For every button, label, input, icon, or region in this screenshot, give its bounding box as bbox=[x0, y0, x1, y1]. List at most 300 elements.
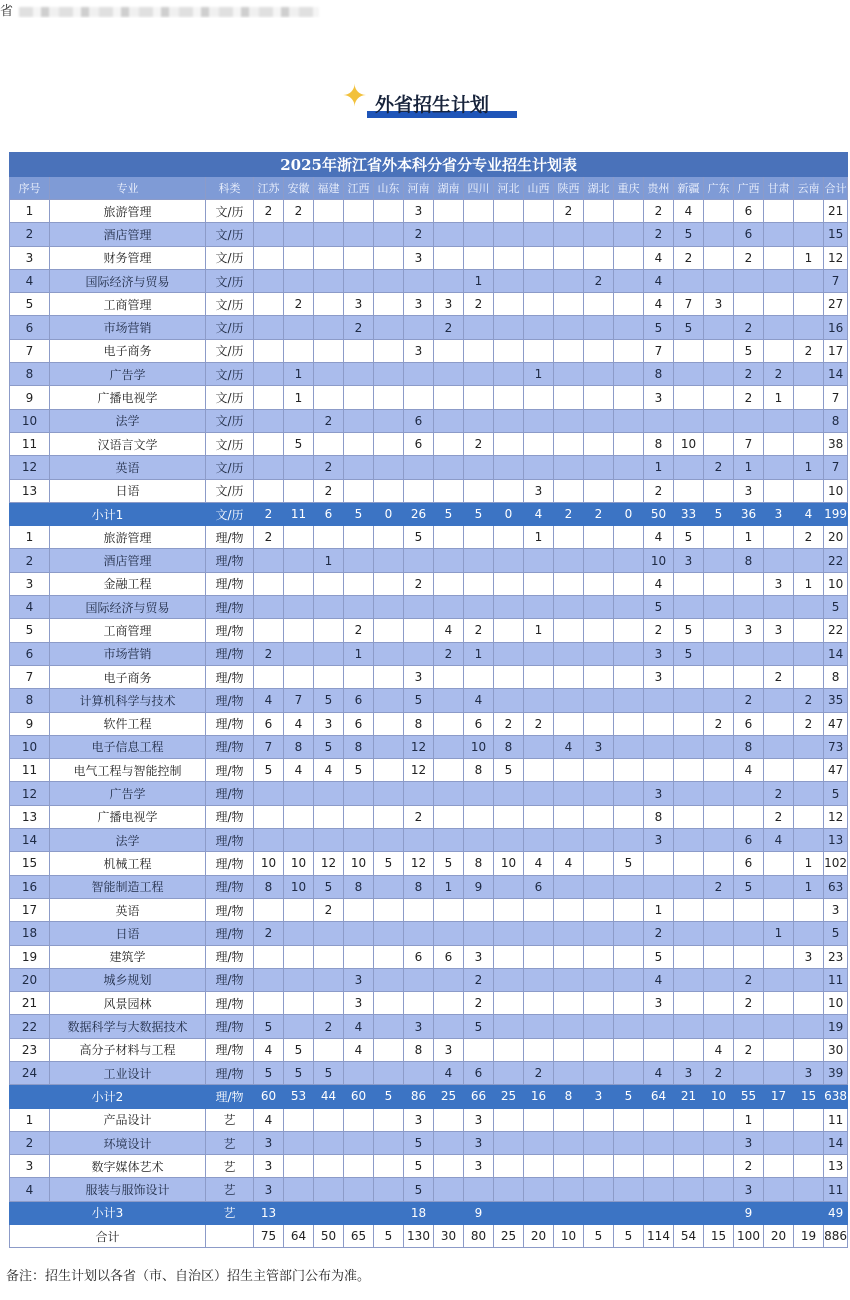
table-row bbox=[10, 456, 848, 479]
table-cell bbox=[404, 596, 434, 619]
table-cell: 3 bbox=[734, 1131, 764, 1154]
table-cell bbox=[464, 805, 494, 828]
table-cell: 49 bbox=[824, 1201, 848, 1224]
table-row bbox=[10, 829, 848, 852]
table-cell bbox=[644, 1015, 674, 1038]
table-cell: 63 bbox=[824, 875, 848, 898]
table-cell: 2 bbox=[794, 689, 824, 712]
table-cell bbox=[254, 339, 284, 362]
table-cell bbox=[284, 339, 314, 362]
table-cell bbox=[584, 456, 614, 479]
table-cell bbox=[554, 432, 584, 455]
table-cell bbox=[674, 875, 704, 898]
subtotal-row bbox=[10, 1085, 848, 1108]
table-cell bbox=[644, 1108, 674, 1131]
table-cell: 4 bbox=[344, 1038, 374, 1061]
table-cell bbox=[644, 1155, 674, 1178]
table-cell: 10 bbox=[464, 735, 494, 758]
table-cell: 5 bbox=[734, 339, 764, 362]
table-cell bbox=[704, 689, 734, 712]
table-cell bbox=[344, 1061, 374, 1084]
table-cell: 3 bbox=[764, 572, 794, 595]
table-cell bbox=[374, 619, 404, 642]
table-cell bbox=[374, 549, 404, 572]
table-cell: 5 bbox=[434, 852, 464, 875]
table-cell: 21 bbox=[824, 200, 848, 223]
table-cell bbox=[704, 898, 734, 921]
table-cell bbox=[374, 479, 404, 502]
table-cell: 理/物 bbox=[206, 1061, 254, 1084]
table-cell: 5 bbox=[254, 1061, 284, 1084]
table-cell bbox=[524, 432, 554, 455]
table-cell bbox=[584, 1108, 614, 1131]
table-cell bbox=[584, 1131, 614, 1154]
table-row bbox=[10, 386, 848, 409]
table-cell: 0 bbox=[374, 502, 404, 525]
table-cell: 日语 bbox=[50, 479, 206, 502]
table-cell: 4 bbox=[314, 759, 344, 782]
table-cell bbox=[734, 945, 764, 968]
table-cell: 2 bbox=[10, 549, 50, 572]
table-cell bbox=[374, 316, 404, 339]
table-cell: 0 bbox=[614, 502, 644, 525]
table-cell bbox=[494, 829, 524, 852]
table-cell bbox=[614, 1108, 644, 1131]
table-cell bbox=[494, 526, 524, 549]
table-cell: 文/历 bbox=[206, 246, 254, 269]
table-cell: 4 bbox=[644, 246, 674, 269]
table-cell bbox=[794, 200, 824, 223]
table-cell bbox=[584, 689, 614, 712]
table-cell bbox=[704, 992, 734, 1015]
column-header: 福建 bbox=[314, 177, 344, 200]
table-cell bbox=[344, 805, 374, 828]
table-cell: 2 bbox=[764, 363, 794, 386]
table-cell bbox=[614, 735, 644, 758]
table-cell bbox=[494, 875, 524, 898]
table-cell bbox=[434, 223, 464, 246]
table-cell: 金融工程 bbox=[50, 572, 206, 595]
table-cell: 4 bbox=[644, 293, 674, 316]
table-cell bbox=[704, 782, 734, 805]
table-cell bbox=[764, 246, 794, 269]
table-row bbox=[10, 945, 848, 968]
table-cell bbox=[284, 316, 314, 339]
table-cell bbox=[434, 1131, 464, 1154]
table-cell: 20 bbox=[524, 1225, 554, 1248]
table-cell: 6 bbox=[464, 712, 494, 735]
table-cell: 1 bbox=[644, 456, 674, 479]
table-cell: 电气工程与智能控制 bbox=[50, 759, 206, 782]
table-cell: 11 bbox=[824, 1178, 848, 1201]
table-cell bbox=[284, 945, 314, 968]
table-cell bbox=[494, 1108, 524, 1131]
table-cell: 2 bbox=[254, 922, 284, 945]
table-cell bbox=[494, 432, 524, 455]
table-cell bbox=[554, 269, 584, 292]
table-cell: 酒店管理 bbox=[50, 223, 206, 246]
table-cell: 高分子材料与工程 bbox=[50, 1038, 206, 1061]
table-row bbox=[10, 1131, 848, 1154]
table-cell bbox=[794, 922, 824, 945]
table-cell: 数据科学与大数据技术 bbox=[50, 1015, 206, 1038]
table-cell bbox=[734, 1015, 764, 1038]
table-cell bbox=[524, 735, 554, 758]
table-cell bbox=[764, 526, 794, 549]
table-cell bbox=[524, 1178, 554, 1201]
table-cell: 5 bbox=[674, 642, 704, 665]
table-cell bbox=[464, 829, 494, 852]
table-cell: 文/历 bbox=[206, 269, 254, 292]
table-cell: 13 bbox=[824, 829, 848, 852]
table-cell bbox=[674, 1015, 704, 1038]
table-cell: 3 bbox=[674, 1061, 704, 1084]
table-cell bbox=[374, 689, 404, 712]
table-cell bbox=[314, 363, 344, 386]
table-cell bbox=[614, 386, 644, 409]
table-cell bbox=[764, 852, 794, 875]
table-cell: 2 bbox=[734, 1038, 764, 1061]
table-cell: 8 bbox=[734, 549, 764, 572]
table-cell bbox=[614, 898, 644, 921]
table-cell: 理/物 bbox=[206, 805, 254, 828]
table-cell bbox=[554, 479, 584, 502]
table-cell bbox=[374, 596, 404, 619]
table-cell: 1 bbox=[794, 572, 824, 595]
table-cell bbox=[554, 409, 584, 432]
table-cell bbox=[524, 386, 554, 409]
table-cell bbox=[494, 269, 524, 292]
table-cell bbox=[344, 479, 374, 502]
table-cell: 5 bbox=[10, 619, 50, 642]
table-caption-row bbox=[10, 153, 848, 177]
table-cell: 文/历 bbox=[206, 479, 254, 502]
table-cell: 80 bbox=[464, 1225, 494, 1248]
table-cell bbox=[674, 945, 704, 968]
table-cell bbox=[494, 1178, 524, 1201]
table-cell: 638 bbox=[824, 1085, 848, 1108]
table-cell: 2 bbox=[734, 1155, 764, 1178]
table-cell: 电子商务 bbox=[50, 339, 206, 362]
table-cell: 3 bbox=[404, 665, 434, 688]
table-cell: 47 bbox=[824, 712, 848, 735]
table-cell bbox=[584, 549, 614, 572]
column-header: 河北 bbox=[494, 177, 524, 200]
table-cell: 8 bbox=[494, 735, 524, 758]
table-row bbox=[10, 922, 848, 945]
table-cell bbox=[524, 1155, 554, 1178]
table-cell: 75 bbox=[254, 1225, 284, 1248]
table-cell bbox=[704, 386, 734, 409]
table-cell bbox=[374, 223, 404, 246]
table-cell: 城乡规划 bbox=[50, 968, 206, 991]
table-cell bbox=[434, 572, 464, 595]
table-cell bbox=[344, 829, 374, 852]
table-cell: 5 bbox=[314, 689, 344, 712]
table-row bbox=[10, 642, 848, 665]
table-cell: 11 bbox=[10, 432, 50, 455]
table-cell bbox=[794, 898, 824, 921]
table-cell bbox=[554, 829, 584, 852]
table-cell bbox=[464, 1038, 494, 1061]
table-cell bbox=[524, 316, 554, 339]
table-cell: 3 bbox=[314, 712, 344, 735]
table-cell bbox=[584, 363, 614, 386]
table-cell bbox=[524, 572, 554, 595]
table-cell bbox=[614, 945, 644, 968]
table-cell: 环境设计 bbox=[50, 1131, 206, 1154]
table-cell: 5 bbox=[374, 852, 404, 875]
table-cell: 2 bbox=[734, 992, 764, 1015]
table-cell bbox=[314, 223, 344, 246]
table-cell bbox=[374, 526, 404, 549]
table-cell: 2 bbox=[764, 665, 794, 688]
table-cell: 6 bbox=[734, 712, 764, 735]
table-cell: 130 bbox=[404, 1225, 434, 1248]
table-cell bbox=[524, 898, 554, 921]
table-cell bbox=[704, 642, 734, 665]
table-cell: 理/物 bbox=[206, 572, 254, 595]
table-cell: 9 bbox=[734, 1201, 764, 1224]
table-cell bbox=[254, 805, 284, 828]
table-cell bbox=[434, 1178, 464, 1201]
table-cell: 13 bbox=[824, 1155, 848, 1178]
table-row bbox=[10, 526, 848, 549]
table-cell: 3 bbox=[644, 665, 674, 688]
table-cell bbox=[284, 619, 314, 642]
table-cell: 软件工程 bbox=[50, 712, 206, 735]
table-cell bbox=[614, 759, 644, 782]
table-cell bbox=[284, 642, 314, 665]
table-cell: 2 bbox=[314, 1015, 344, 1038]
table-row bbox=[10, 1061, 848, 1084]
table-cell bbox=[434, 829, 464, 852]
table-cell: 4 bbox=[704, 1038, 734, 1061]
table-cell bbox=[374, 339, 404, 362]
table-cell: 5 bbox=[464, 1015, 494, 1038]
table-cell: 22 bbox=[10, 1015, 50, 1038]
table-row bbox=[10, 619, 848, 642]
table-cell bbox=[764, 1201, 794, 1224]
table-cell: 2 bbox=[494, 712, 524, 735]
table-cell bbox=[764, 875, 794, 898]
table-cell: 4 bbox=[10, 269, 50, 292]
table-cell bbox=[614, 1178, 644, 1201]
table-cell: 199 bbox=[824, 502, 848, 525]
table-cell: 6 bbox=[734, 829, 764, 852]
table-cell bbox=[584, 1155, 614, 1178]
table-cell bbox=[284, 409, 314, 432]
table-cell bbox=[284, 246, 314, 269]
table-cell bbox=[524, 689, 554, 712]
table-cell: 12 bbox=[824, 246, 848, 269]
table-cell: 4 bbox=[644, 968, 674, 991]
table-cell: 数字媒体艺术 bbox=[50, 1155, 206, 1178]
table-cell: 3 bbox=[734, 619, 764, 642]
table-cell bbox=[314, 945, 344, 968]
table-cell bbox=[314, 619, 344, 642]
table-cell bbox=[374, 759, 404, 782]
section-heading bbox=[0, 79, 850, 122]
table-cell bbox=[794, 293, 824, 316]
table-cell bbox=[614, 409, 644, 432]
table-cell bbox=[734, 898, 764, 921]
table-cell bbox=[314, 526, 344, 549]
table-cell: 2 bbox=[10, 1131, 50, 1154]
table-cell: 5 bbox=[284, 432, 314, 455]
column-header: 河南 bbox=[404, 177, 434, 200]
table-cell bbox=[374, 200, 404, 223]
table-cell bbox=[494, 1038, 524, 1061]
table-cell bbox=[614, 572, 644, 595]
table-cell bbox=[524, 456, 554, 479]
table-cell: 26 bbox=[404, 502, 434, 525]
table-cell bbox=[404, 922, 434, 945]
table-cell bbox=[554, 1131, 584, 1154]
table-cell bbox=[704, 759, 734, 782]
table-row bbox=[10, 1155, 848, 1178]
subtotal-label: 小计1 bbox=[10, 502, 206, 525]
table-cell bbox=[704, 432, 734, 455]
table-cell bbox=[674, 665, 704, 688]
table-cell: 5 bbox=[674, 619, 704, 642]
table-cell bbox=[404, 549, 434, 572]
table-cell bbox=[284, 898, 314, 921]
table-cell: 2 bbox=[644, 619, 674, 642]
table-cell: 8 bbox=[644, 805, 674, 828]
table-cell bbox=[464, 386, 494, 409]
table-cell: 文/历 bbox=[206, 502, 254, 525]
table-cell bbox=[344, 549, 374, 572]
table-cell: 3 bbox=[734, 479, 764, 502]
table-cell bbox=[644, 689, 674, 712]
table-cell bbox=[284, 782, 314, 805]
table-cell bbox=[314, 782, 344, 805]
table-cell: 国际经济与贸易 bbox=[50, 596, 206, 619]
table-cell bbox=[584, 246, 614, 269]
table-cell bbox=[314, 339, 344, 362]
table-cell: 16 bbox=[824, 316, 848, 339]
table-cell bbox=[344, 200, 374, 223]
table-cell bbox=[254, 409, 284, 432]
table-cell: 1 bbox=[284, 386, 314, 409]
table-cell: 8 bbox=[734, 735, 764, 758]
table-cell: 8 bbox=[824, 409, 848, 432]
table-cell: 理/物 bbox=[206, 968, 254, 991]
table-cell bbox=[206, 1225, 254, 1248]
table-cell bbox=[554, 1178, 584, 1201]
table-cell bbox=[524, 246, 554, 269]
table-cell bbox=[494, 619, 524, 642]
table-cell bbox=[584, 386, 614, 409]
table-cell: 3 bbox=[794, 1061, 824, 1084]
table-cell: 19 bbox=[794, 1225, 824, 1248]
table-cell: 英语 bbox=[50, 898, 206, 921]
table-cell: 47 bbox=[824, 759, 848, 782]
table-cell bbox=[554, 596, 584, 619]
table-cell bbox=[554, 339, 584, 362]
table-cell bbox=[464, 665, 494, 688]
table-cell: 理/物 bbox=[206, 1038, 254, 1061]
table-cell bbox=[524, 1131, 554, 1154]
table-cell: 10 bbox=[644, 549, 674, 572]
table-cell: 2 bbox=[254, 642, 284, 665]
table-row bbox=[10, 968, 848, 991]
table-cell bbox=[674, 409, 704, 432]
table-cell: 3 bbox=[644, 642, 674, 665]
table-row bbox=[10, 409, 848, 432]
table-cell: 6 bbox=[314, 502, 344, 525]
table-cell: 30 bbox=[434, 1225, 464, 1248]
table-cell bbox=[404, 829, 434, 852]
table-cell bbox=[614, 829, 644, 852]
table-cell bbox=[524, 642, 554, 665]
table-cell bbox=[794, 1108, 824, 1131]
table-cell bbox=[674, 759, 704, 782]
table-cell bbox=[614, 642, 644, 665]
table-cell: 17 bbox=[764, 1085, 794, 1108]
table-cell bbox=[704, 968, 734, 991]
table-cell bbox=[434, 1155, 464, 1178]
table-cell: 2 bbox=[674, 246, 704, 269]
table-cell bbox=[704, 852, 734, 875]
table-cell bbox=[644, 1038, 674, 1061]
table-row bbox=[10, 712, 848, 735]
table-cell: 艺 bbox=[206, 1178, 254, 1201]
table-cell bbox=[614, 619, 644, 642]
table-cell bbox=[764, 735, 794, 758]
table-cell bbox=[794, 829, 824, 852]
table-cell bbox=[314, 316, 344, 339]
table-cell: 2 bbox=[734, 386, 764, 409]
table-cell: 3 bbox=[644, 386, 674, 409]
table-cell bbox=[794, 992, 824, 1015]
table-cell: 8 bbox=[344, 735, 374, 758]
table-cell bbox=[494, 1131, 524, 1154]
table-cell: 2 bbox=[404, 572, 434, 595]
table-cell bbox=[794, 432, 824, 455]
table-cell bbox=[674, 898, 704, 921]
table-cell bbox=[794, 735, 824, 758]
table-cell: 计算机科学与技术 bbox=[50, 689, 206, 712]
table-cell bbox=[764, 898, 794, 921]
table-cell: 10 bbox=[824, 992, 848, 1015]
table-cell: 市场营销 bbox=[50, 642, 206, 665]
table-cell bbox=[344, 526, 374, 549]
table-cell: 智能制造工程 bbox=[50, 875, 206, 898]
table-cell bbox=[704, 479, 734, 502]
table-cell: 2 bbox=[464, 432, 494, 455]
table-cell bbox=[554, 456, 584, 479]
table-cell: 7 bbox=[10, 665, 50, 688]
table-cell bbox=[554, 759, 584, 782]
footnote: 备注：招生计划以各省（市、自治区）招生主管部门公布为准。 bbox=[6, 1269, 371, 1284]
table-row bbox=[10, 689, 848, 712]
table-cell: 3 bbox=[824, 898, 848, 921]
table-cell: 文/历 bbox=[206, 409, 254, 432]
table-cell: 理/物 bbox=[206, 735, 254, 758]
table-cell bbox=[554, 689, 584, 712]
table-cell bbox=[524, 223, 554, 246]
table-cell bbox=[794, 759, 824, 782]
table-cell: 64 bbox=[284, 1225, 314, 1248]
table-cell: 4 bbox=[254, 1038, 284, 1061]
table-cell: 4 bbox=[464, 689, 494, 712]
table-cell bbox=[494, 246, 524, 269]
table-cell bbox=[614, 223, 644, 246]
table-cell bbox=[554, 945, 584, 968]
table-cell bbox=[734, 1061, 764, 1084]
